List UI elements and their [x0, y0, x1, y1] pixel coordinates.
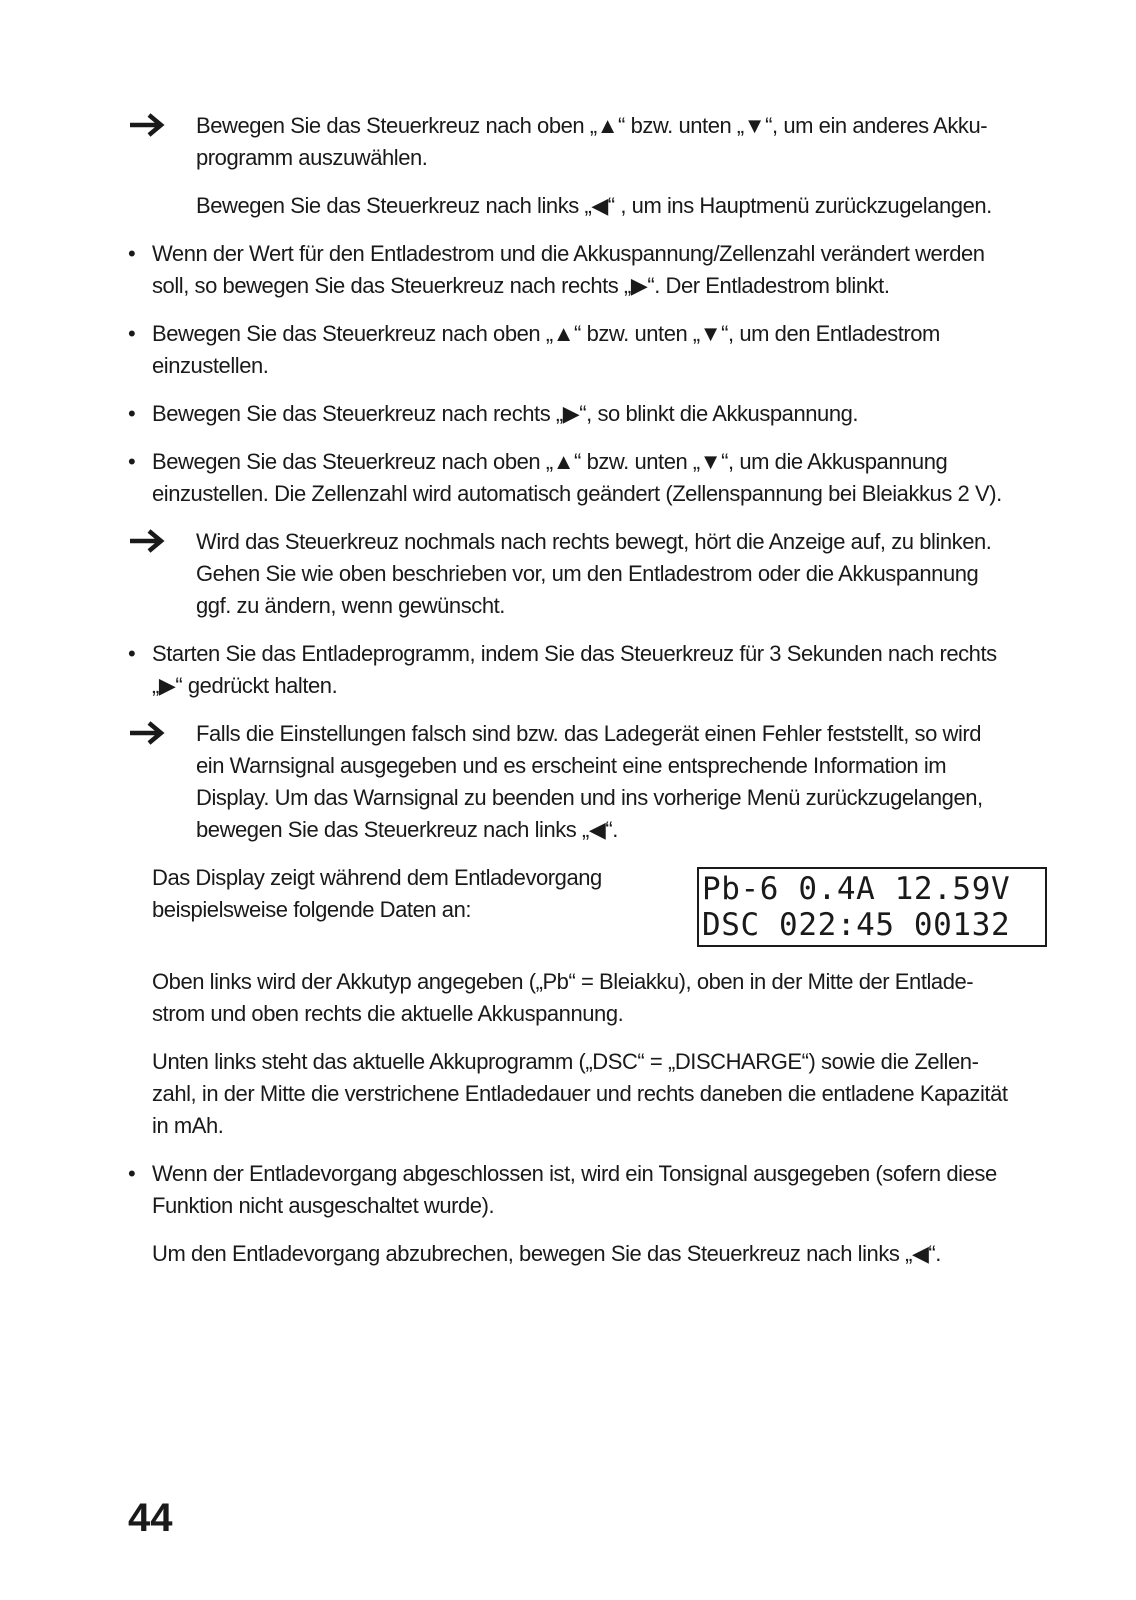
bullet-voltage-blinks: Bewegen Sie das Steuerkreuz nach rechts „▶“, so blinkt die Akkuspannung.	[152, 401, 859, 426]
bullet-marker: •	[128, 321, 136, 346]
paragraph-abort-discharge: Um den Entladevorgang abzubrechen, bewegen Sie das Steuerkreuz nach links „◀“.	[152, 1241, 941, 1266]
bullet-marker: •	[128, 641, 136, 666]
bullet-start-program: Starten Sie das Entladeprogramm, indem Sie das Steuerkreuz für 3 Sekunden nach rechts „▶“ gedrückt halten.	[152, 641, 997, 698]
lcd-line-2: DSC 022:45 00132	[702, 907, 1011, 943]
bullet-discharge-finished: Wenn der Entladevorgang abgeschlossen ist, wird ein Tonsignal ausgegeben (sofern diese Funktion nicht ausgeschaltet wurde).	[152, 1161, 997, 1218]
bullet-change-values: Wenn der Wert für den Entladestrom und die Akkuspannung/Zellenzahl verändert werden soll, so bewegen Sie das Steuerkreuz nach rechts „▶“. Der Entladestrom blinkt.	[152, 241, 985, 298]
bullet-marker: •	[128, 241, 136, 266]
bullet-marker: •	[128, 401, 136, 426]
paragraph-bottom-row-explanation: Unten links steht das aktuelle Akkuprogramm („DSC“ = „DISCHARGE“) sowie die Zellen- zahl, in der Mitte die verstrichene Entladedauer und rechts daneben die entladene Kapazität in mAh.	[152, 1049, 1008, 1138]
bullet-marker: •	[128, 449, 136, 474]
note-warning-signal: Falls die Einstellungen falsch sind bzw. das Ladegerät einen Fehler feststellt, so wird ein Warnsignal ausgegeben und es erscheint eine entsprechende Information im Display. Um das Warnsignal zu beenden und ins vorherige Menü zurückzugelangen, bewegen Sie das Steuerkreuz nach links „◀“.	[196, 721, 983, 842]
lcd-display	[697, 867, 1047, 947]
bullet-marker: •	[128, 1161, 136, 1186]
paragraph-select-program: Bewegen Sie das Steuerkreuz nach oben „▲“ bzw. unten „▼“, um ein anderes Akku- programm auszuwählen.	[196, 113, 988, 170]
bullet-set-voltage: Bewegen Sie das Steuerkreuz nach oben „▲“ bzw. unten „▼“, um die Akkuspannung einzustellen. Die Zellenzahl wird automatisch geändert (Zellenspannung bei Bleiakkus 2 V).	[152, 449, 1002, 506]
page-number: 44	[128, 1496, 173, 1540]
paragraph-top-row-explanation: Oben links wird der Akkutyp angegeben („Pb“ = Bleiakku), oben in der Mitte der Entlade- strom und oben rechts die aktuelle Akkuspannung.	[152, 969, 974, 1026]
paragraph-return-main-menu: Bewegen Sie das Steuerkreuz nach links „◀“ , um ins Hauptmenü zurückzugelangen.	[196, 193, 992, 218]
lcd-line-1: Pb-6 0.4A 12.59V	[702, 871, 1011, 907]
right-arrow-icon	[128, 110, 168, 140]
right-arrow-icon	[128, 526, 168, 556]
note-stop-blinking: Wird das Steuerkreuz nochmals nach rechts bewegt, hört die Anzeige auf, zu blinken. Gehen Sie wie oben beschrieben vor, um den Entladestrom oder die Akkuspannung ggf. zu ändern, wenn gewünscht.	[196, 529, 992, 618]
bullet-set-current: Bewegen Sie das Steuerkreuz nach oben „▲“ bzw. unten „▼“, um den Entladestrom einzustellen.	[152, 321, 940, 378]
paragraph-display-intro: Das Display zeigt während dem Entladevorgang beispielsweise folgende Daten an:	[152, 865, 602, 922]
right-arrow-icon	[128, 718, 168, 748]
